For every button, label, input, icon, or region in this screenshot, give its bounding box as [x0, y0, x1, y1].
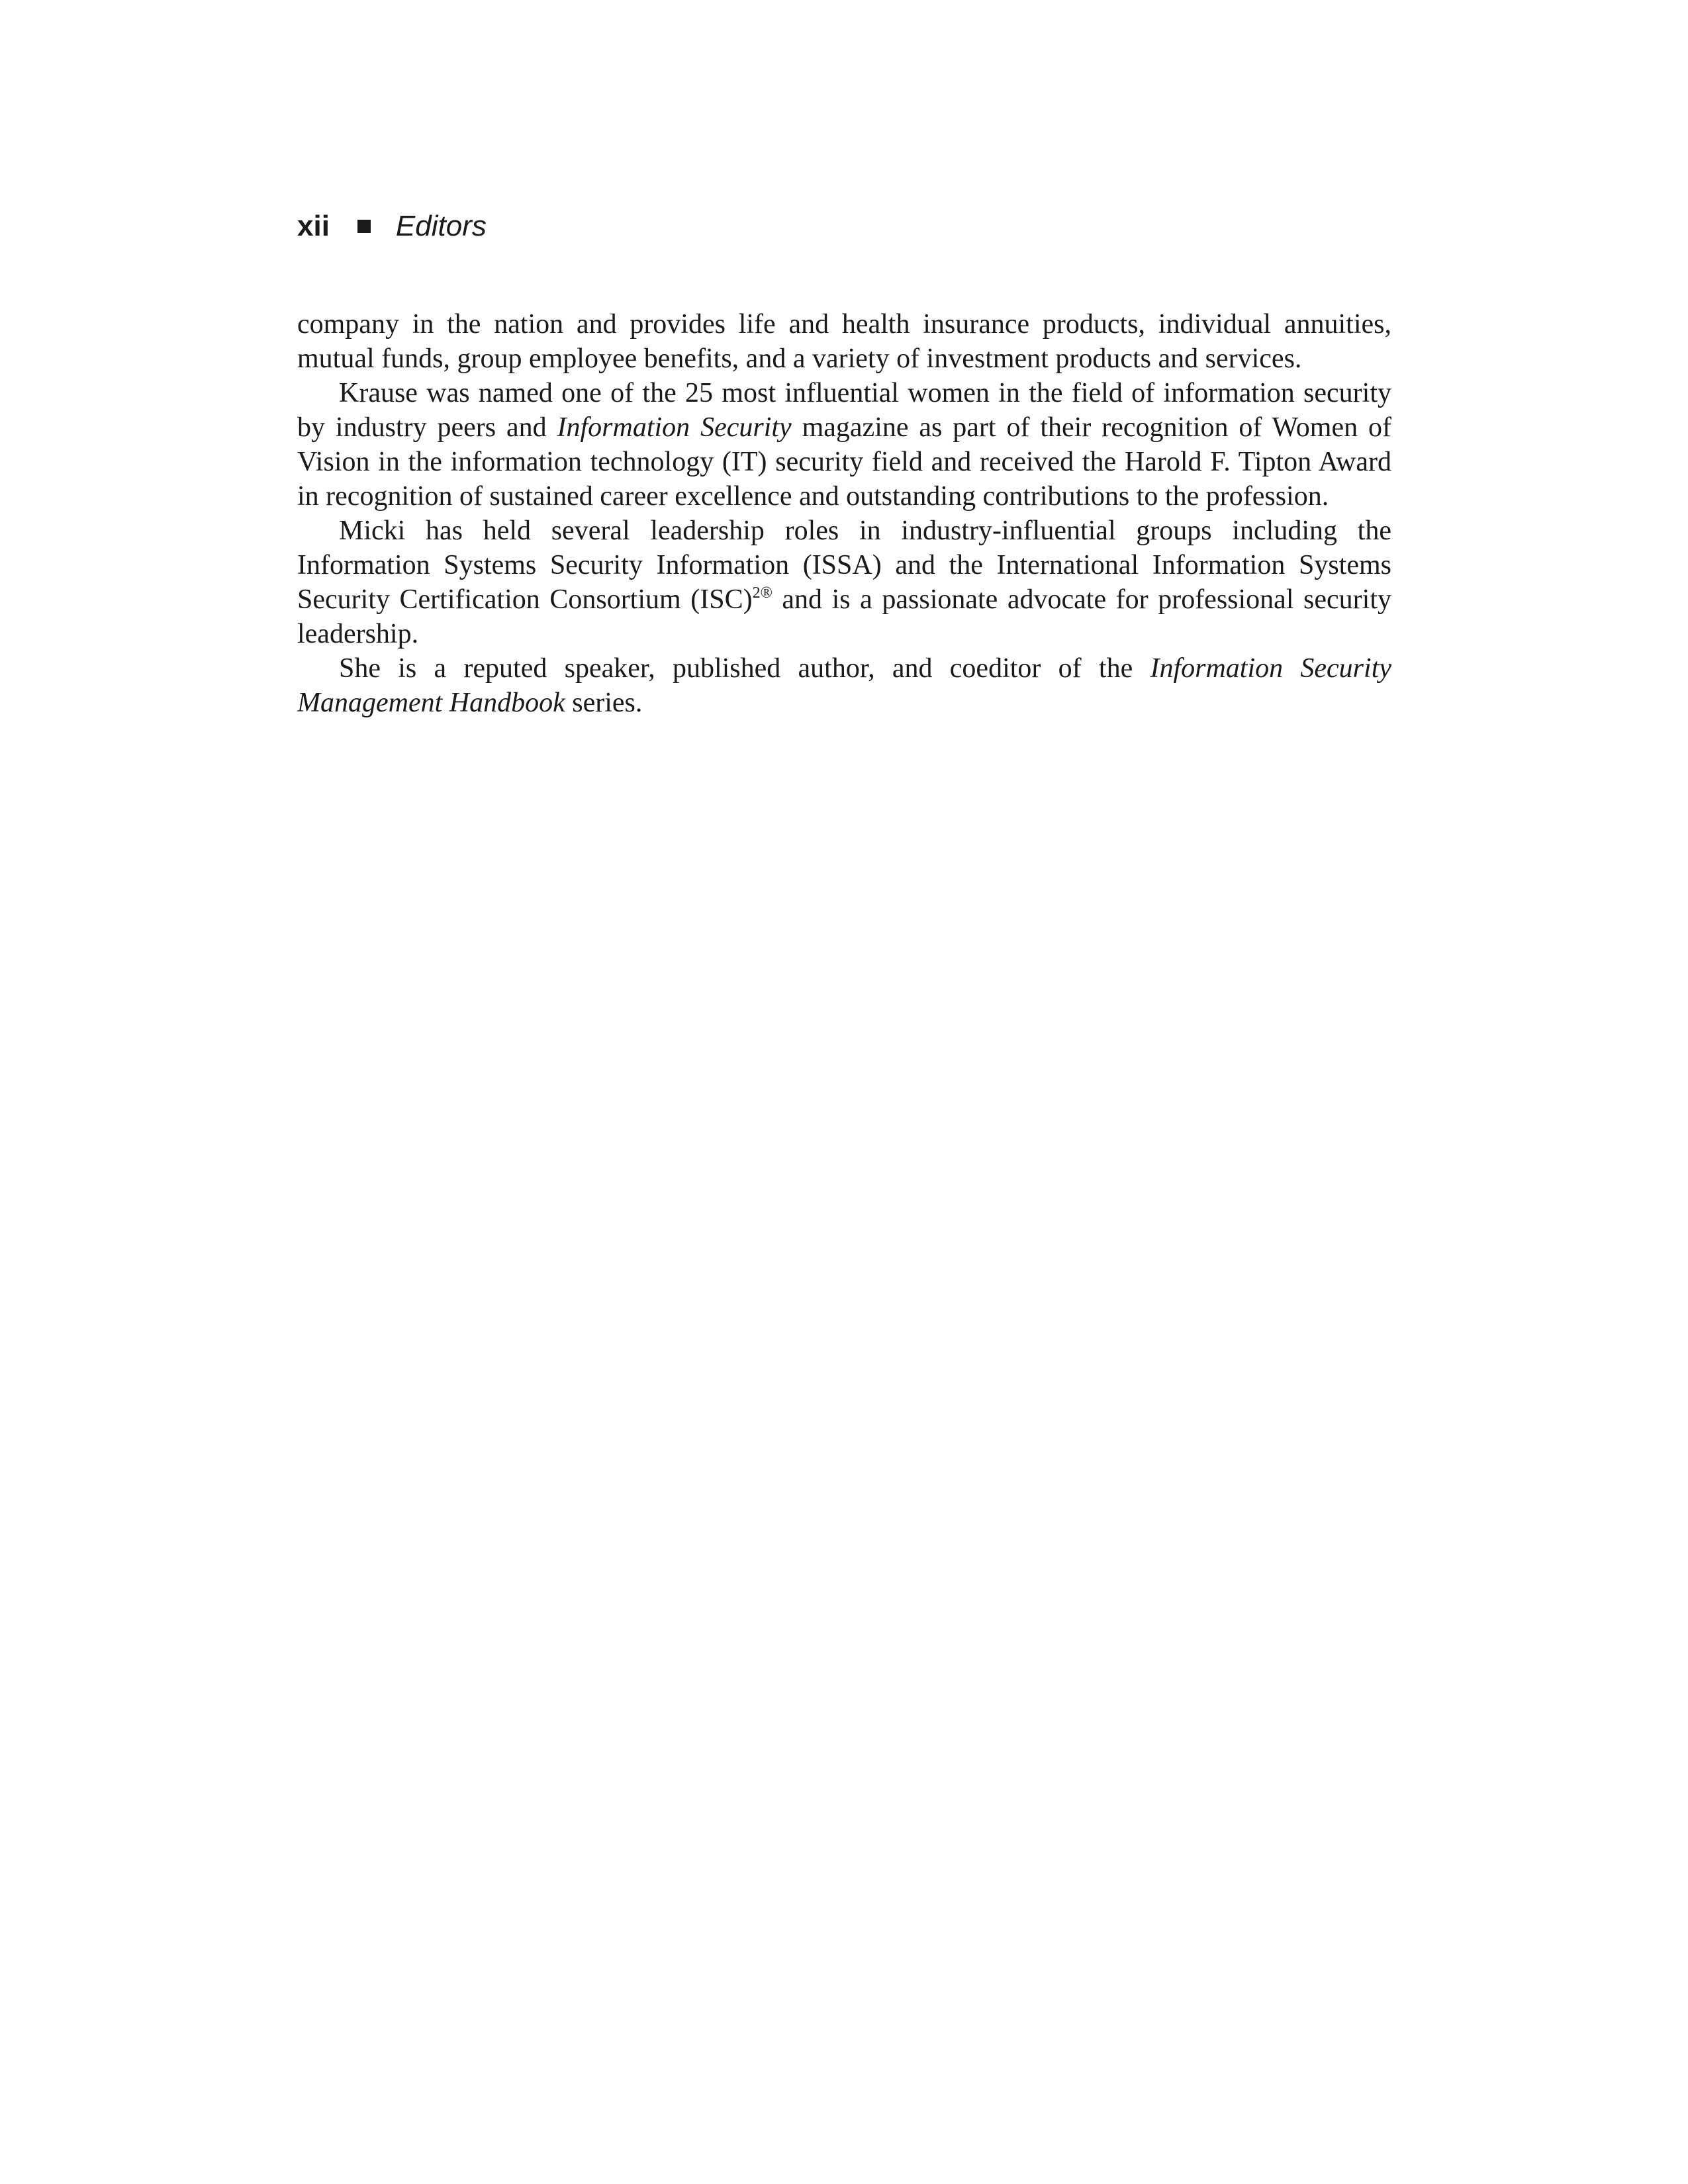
paragraph-3-text-start: Micki has held several leadership roles in industry-influential groups including the Information Systems Security Information (ISSA) and the International Information Systems Security Certification Consortium (ISC) [297, 516, 1391, 615]
registered-superscript: 2® [752, 584, 773, 602]
paragraph-3 [297, 514, 1391, 651]
paragraph-2 [297, 376, 1391, 514]
paragraph-4-text-start: She is a reputed speaker, published author, and coeditor of the [339, 653, 1150, 684]
paragraph-1-text: company in the nation and provides life and health insurance products, individual annuities, mutual funds, group employee benefits, and a variety of investment products and services. [297, 309, 1391, 374]
paragraph-4-text-end: series. [565, 688, 643, 718]
running-header [297, 206, 487, 246]
body-text [297, 307, 1391, 720]
page-number: xii [297, 210, 330, 242]
paragraph-1 [297, 307, 1391, 376]
running-title: Editors [395, 210, 487, 242]
black-square-bullet-icon [357, 220, 371, 233]
paragraph-2-text-end: magazine as part of their recognition of Women of Vision in the information technology (IT) security field and received the Harold F. Tipton Award in recognition of sustained career excellence and outstanding contributions to the profession. [297, 412, 1391, 512]
magazine-title: Information Security [557, 412, 792, 443]
paragraph-4 [297, 651, 1391, 720]
paragraph-2-text-start: Krause was named one of the 25 most influential women in the field of information security by industry peers and [297, 378, 1391, 443]
paragraph-3-text-end: and is a passionate advocate for professional security leadership. [297, 584, 1391, 649]
handbook-title: Information Security Management Handbook [297, 653, 1392, 718]
